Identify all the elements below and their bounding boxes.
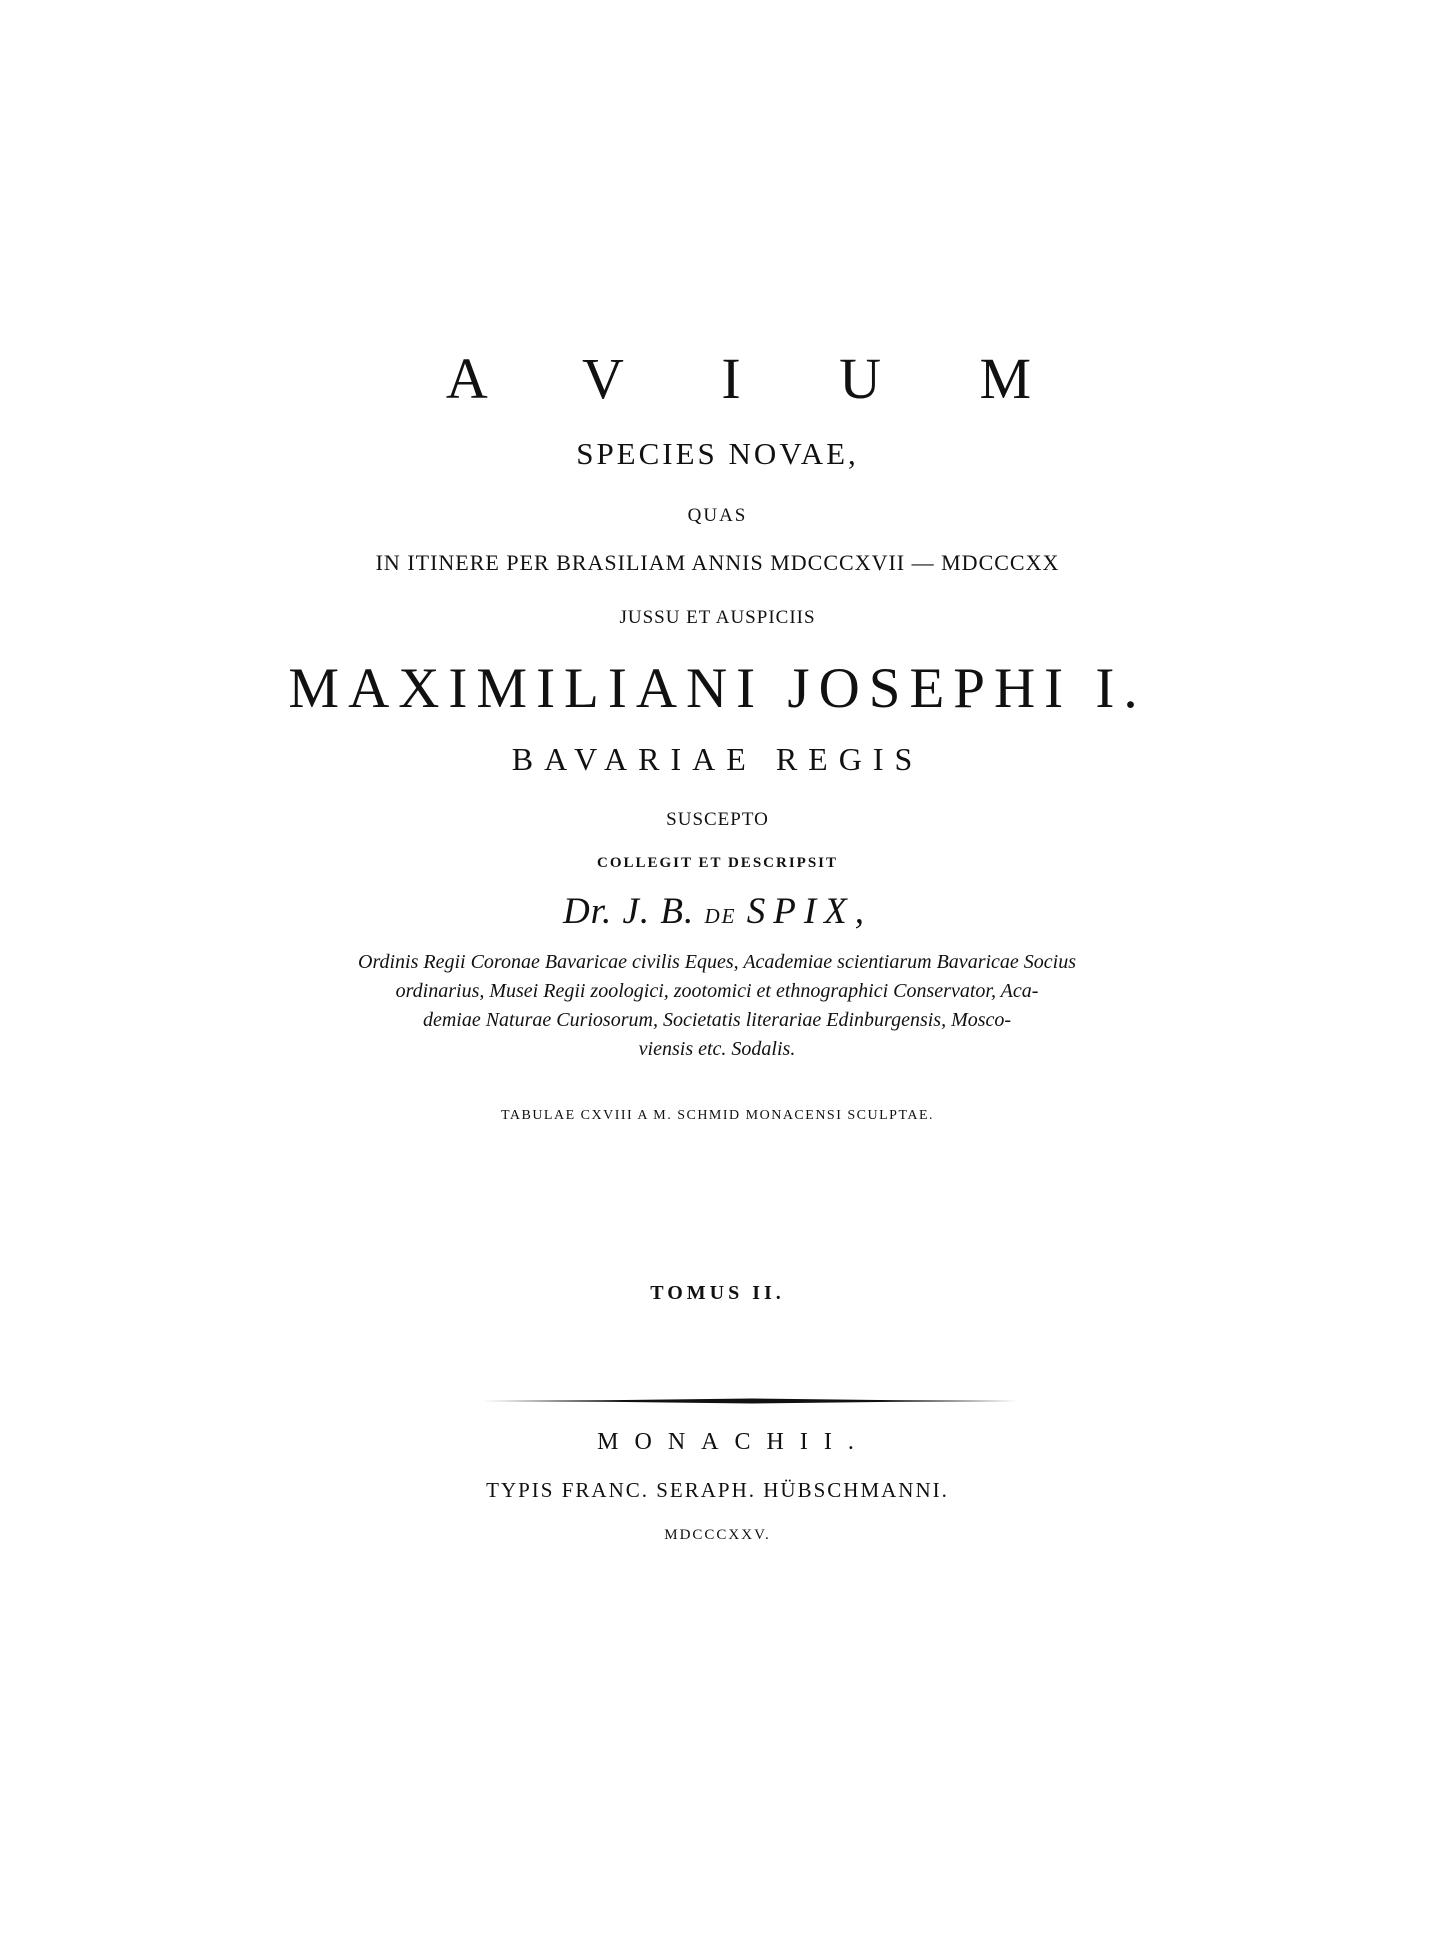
printer-line: TYPIS FRANC. SERAPH. HÜBSCHMANNI.: [486, 1478, 949, 1502]
author-titles: [232, 948, 1202, 1064]
ornamental-rule: [482, 1398, 1022, 1404]
author-surname: SPIX,: [746, 891, 873, 932]
book-title: A V I U M: [445, 346, 1074, 411]
suscepto-line: SUSCEPTO: [666, 809, 769, 830]
author-name: Dr. J. B.: [562, 891, 695, 932]
tabulae-line: TABULAE CXVIII A M. SCHMID MONACENSI SCULPTAE.: [500, 1108, 935, 1123]
bio-line: ordinarius, Musei Regii zoologici, zootomici et ethnographici Conservator, Aca-: [395, 980, 1039, 1002]
publication-year: MDCCCXXV.: [664, 1527, 771, 1543]
collegit-line: COLLEGIT ET DESCRIPSIT: [596, 855, 839, 871]
jussu-line: JUSSU ET AUSPICIIS: [619, 607, 816, 628]
king-name: MAXIMILIANI JOSEPHI I.: [288, 657, 1147, 720]
bio-line: Ordinis Regii Coronae Bavaricae civilis Eques, Academiae scientiarum Bavaricae Socius: [358, 951, 1076, 973]
bavariae-regis: BAVARIAE REGIS: [511, 741, 924, 777]
bio-line: demiae Naturae Curiosorum, Societatis literariae Edinburgensis, Mosco-: [422, 1009, 1012, 1031]
book-subtitle: SPECIES NOVAE,: [576, 436, 859, 471]
bio-line: viensis etc. Sodalis.: [638, 1038, 796, 1060]
place-of-publication: MONACHII.: [597, 1429, 870, 1455]
quas-line: QUAS: [687, 505, 748, 526]
author-line: [0, 893, 1435, 930]
volume-number: TOMUS II.: [650, 1282, 785, 1304]
itinere-line: IN ITINERE PER BRASILIAM ANNIS MDCCCXVII — MDCCCXX: [375, 550, 1060, 575]
author-particle: DE: [704, 904, 737, 928]
